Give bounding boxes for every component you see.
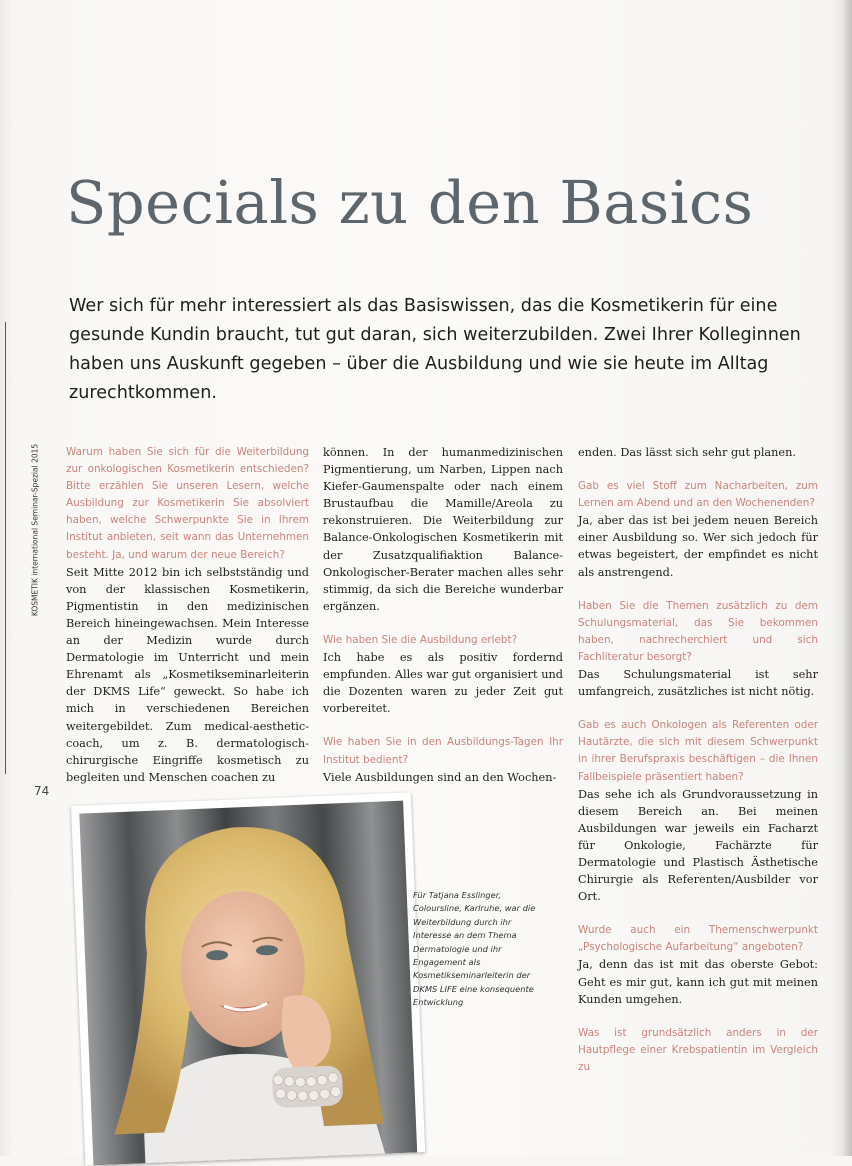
interview-question: Warum haben Sie sich für die Weiterbildung zur onkologischen Kosmetikerin entschieden? Bitte erzählen Sie unseren Lesern, welche Ausbildung zur Kosmetikerin Sie absolviert haben, welche Schwerpunkte Sie in Ihrem Institut anbieten, seit wann das Unternehmen besteht. Ja, und warum der neue Bereich? — [66, 446, 309, 561]
text-column-1 — [66, 444, 309, 786]
interview-answer: Seit Mitte 2012 bin ich selbstständig und von der klassischen Kosmetikerin, Pigmentistin in den medizinischen Bereich hineingewachsen. Mein Interesse an der Medizin wurde durch Dermatologie im Unterricht und mein Ehrenamt als „Kosmetikseminarleiterin der DKMS Life“ geweckt. So habe ich mich in verschiedenen Bereichen weitergebildet. Zum medical-aesthetic-coach, um z. B. dermatologisch-chirurgische Eingriffe kosmetisch zu begleiten und Menschen coachen zu — [66, 565, 309, 784]
portrait-illustration — [71, 792, 425, 1165]
interview-answer: Ja, aber das ist bei jedem neuen Bereich einer Ausbildung so. Wer sich jedoch für etwas begeistert, der empfindet es nicht als anstrengend. — [578, 514, 818, 579]
interview-answer: Ich habe es als positiv fordernd empfunden. Alles war gut organisiert und die Dozenten waren zu jeder Zeit gut vorbereitet. — [323, 651, 563, 716]
interview-answer: Das sehe ich als Grundvoraussetzung in diesem Bereich an. Bei meinen Ausbildungen war jeweils ein Facharzt für Onkologie, Fachärzte für Dermatologie und Plastisch Ästhetische Chirurgie als Referenten/Ausbilder vor Ort. — [578, 787, 818, 904]
photo-caption: Für Tatjana Esslinger, Coloursline, Karlruhe, war die Weiterbildung durch ihr Interesse an dem Thema Dermatologie und ihr Engagement als Kosmetikseminarleiterin der DKMS LIFE eine konsequente Entwicklung — [413, 890, 536, 1008]
sidebar-publication-label: KOSMETIK international Seminar-Spezial 2015 — [30, 443, 40, 617]
interview-question: Gab es viel Stoff zum Nacharbeiten, zum Lernen am Abend und an den Wochenenden? — [578, 480, 818, 510]
interview-question: Haben Sie die Themen zusätzlich zu dem Schulungsmaterial, das Sie bekommen haben, nachrecherchiert und sich Fachliteratur besorgt? — [578, 599, 818, 663]
interview-question: Wie haben Sie in den Ausbildungs-Tagen Ihr Institut bedient? — [323, 736, 563, 766]
text-column-3 — [578, 444, 818, 1076]
interview-answer: Das Schulungsmaterial ist sehr umfangreich, zusätzliches ist nicht nötig. — [578, 668, 818, 699]
interview-question: Wurde auch ein Themenschwerpunkt „Psychologische Aufarbeitung“ angeboten? — [578, 924, 818, 954]
interview-answer: können. In der humanmedizinischen Pigmentierung, um Narben, Lippen nach Kiefer-Gaumenspalte oder nach einem Brustaufbau die Mamille/Areola zu rekonstruieren. Die Weiterbildung zur Balance-Onkologischen Kosmetikerin mit der Zusatzqualifiaktion Balance-Onkologischer-Berater machen alles sehr stimmig, da sich die Bereiche wunderbar ergänzen. — [323, 446, 563, 613]
page-binding-shadow — [842, 0, 852, 1156]
sidebar-rule — [5, 322, 6, 774]
interview-question: Wie haben Sie die Ausbildung erlebt? — [323, 633, 518, 646]
portrait-photo — [71, 792, 425, 1165]
interview-answer: enden. Das lässt sich sehr gut planen. — [578, 446, 796, 459]
page-number: 74 — [34, 784, 50, 798]
text-column-2 — [323, 444, 563, 786]
page-title: Specials zu den Basics — [66, 168, 754, 237]
interview-question: Gab es auch Onkologen als Referenten oder Hautärzte, die sich mit diesem Schwerpunkt in ihrer Berufspraxis beschäftigen – die Ihnen Fallbeispiele präsentiert haben? — [578, 719, 818, 783]
interview-answer: Ja, denn das ist mit das oberste Gebot: Geht es mir gut, kann ich gut mit meinen Kunden umgehen. — [578, 958, 818, 1006]
intro-paragraph: Wer sich für mehr interessiert als das Basiswissen, das die Kosmetikerin für eine gesunde Kundin braucht, tut gut daran, sich weiterzubilden. Zwei Ihrer Kolleginnen haben uns Auskunft gegeben – über die Ausbildung und wie sie heute im Alltag zurechtkommen. — [69, 296, 801, 403]
interview-answer: Viele Ausbildungen sind an den Wochen- — [323, 770, 557, 784]
interview-question: Was ist grundsätzlich anders in der Hautpflege einer Krebspatientin im Vergleich zu — [578, 1026, 818, 1073]
